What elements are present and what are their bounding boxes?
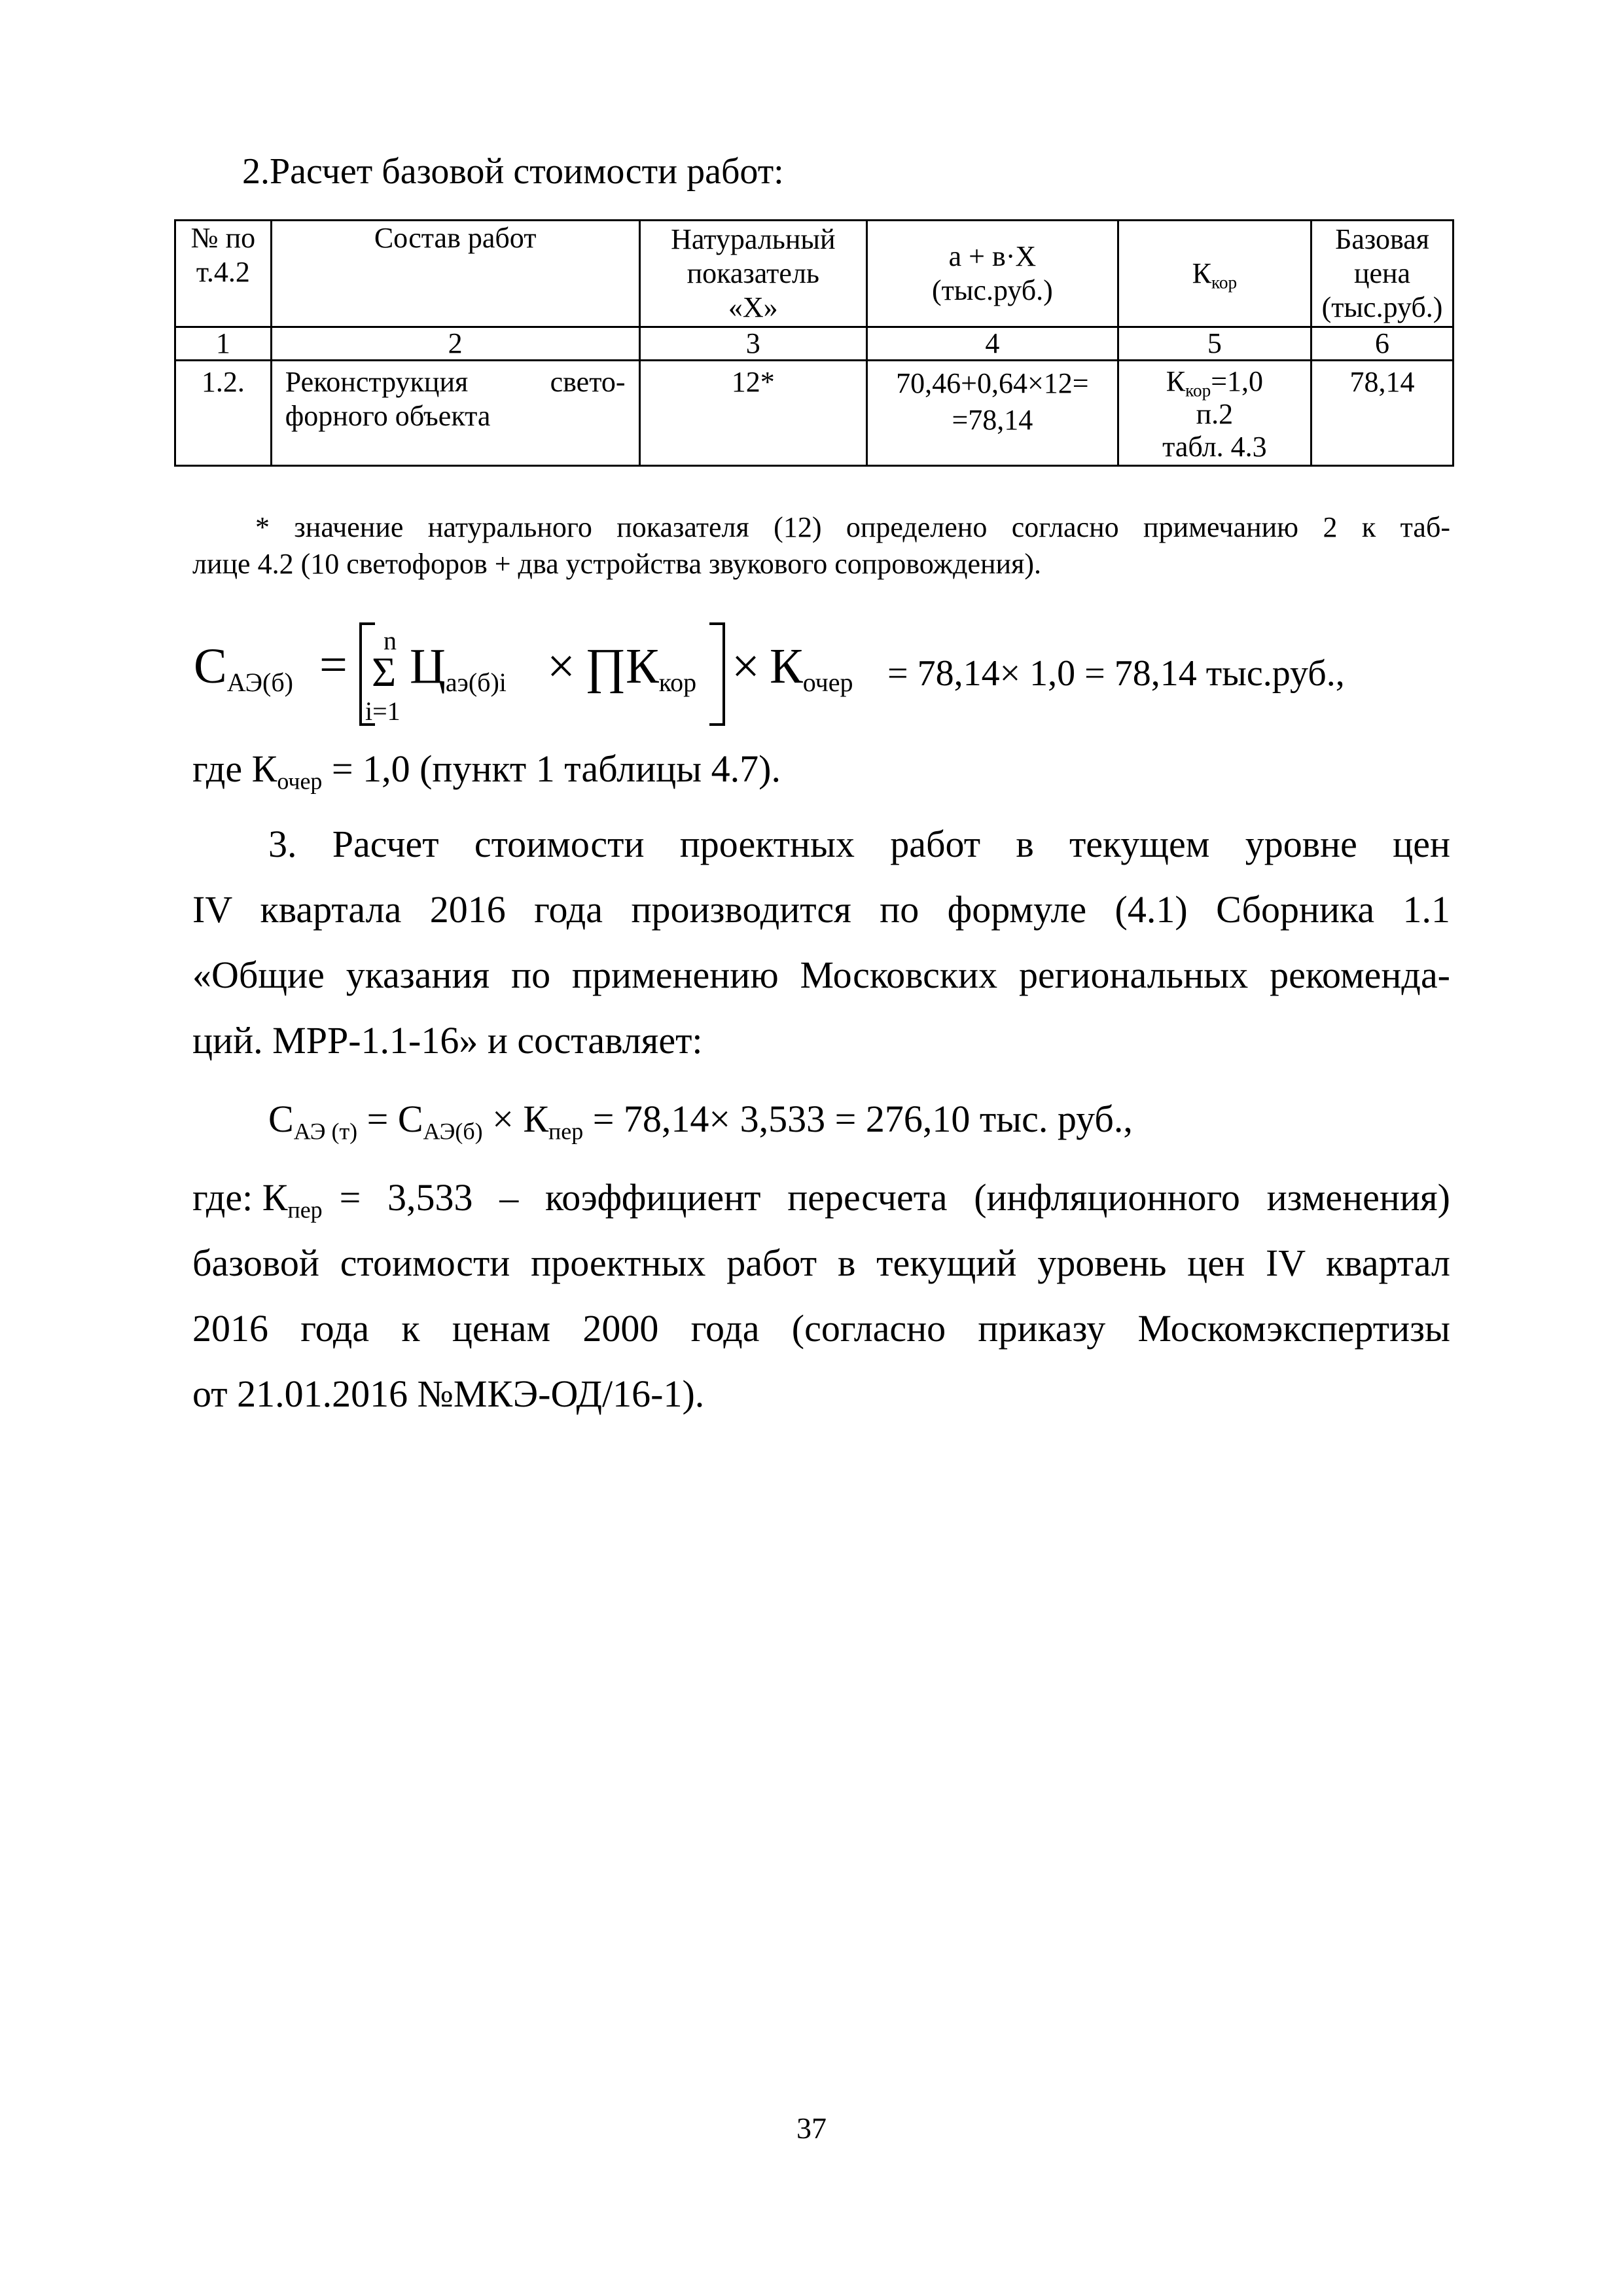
para3-line-1: 3. Расчет стоимости проектных работ в текущем уровне цен	[268, 823, 1450, 865]
para3-line-4: ций. МРР-1.1-16» и составляет:	[192, 1019, 703, 1062]
column-number: 3	[639, 327, 867, 361]
row-item-number: 1.2.	[175, 361, 272, 466]
where-k-queue: где $К_{очер} = 1,0$ (пункт 1 таблицы 4.7).	[192, 747, 781, 795]
sum-upper-limit: n	[383, 626, 397, 655]
current-cost-formula: $С_{АЭ (т)} = С_{АЭ(б)} \times К_{пер} = 78,14\times 3,533 = 276,10$ тыс. руб.,	[268, 1098, 1133, 1145]
where2-line-2: базовой стоимости проектных работ в текущий уровень цен IV квартал	[192, 1242, 1450, 1284]
right-bracket-icon	[704, 619, 730, 730]
where2-line-3: 2016 года к ценам 2000 года (согласно приказу Москомэкспертизы	[192, 1307, 1450, 1350]
header-base-price: Базовая цена (тыс.руб.)	[1311, 221, 1454, 327]
header-k-correction: $К_{кор}$	[1118, 221, 1311, 327]
row-natural-value: 12*	[639, 361, 867, 466]
row-work-description: Реконструкция свето- форного объекта	[271, 361, 639, 466]
footnote-line-2: лице 4.2 (10 светофоров + два устройства звукового сопровождения).	[192, 548, 1041, 580]
product-icon: ∏	[585, 639, 626, 694]
column-numbers-row	[175, 327, 1454, 361]
column-number: 1	[175, 327, 272, 361]
header-formula: а + в·X (тыс.руб.)	[867, 221, 1118, 327]
column-number: 5	[1118, 327, 1311, 361]
row-k-correction: $К_{кор}=1,0$ п.2 табл. 4.3	[1118, 361, 1311, 466]
where2-line-4: от 21.01.2016 №МКЭ-ОД/16-1).	[192, 1372, 705, 1415]
header-work-composition: Состав работ	[271, 221, 639, 327]
table-row	[175, 361, 1454, 466]
row-base-price: 78,14	[1311, 361, 1454, 466]
section-heading: 2.Расчет базовой стоимости работ:	[242, 151, 784, 192]
sigma-icon: Σ	[372, 649, 397, 695]
where2-line-1: где: $К_{пер}$ = 3,533 – коэффициент пересчета (инфляционного изменения)	[192, 1176, 1450, 1223]
base-cost-table	[174, 219, 1454, 467]
formula-k-correction: $К_{кор}$	[626, 639, 697, 697]
column-number: 2	[271, 327, 639, 361]
column-number: 4	[867, 327, 1118, 361]
header-item-number: № по т.4.2	[175, 221, 272, 327]
row-calculation: 70,46+0,64×12= =78,14	[867, 361, 1118, 466]
formula-result: = 78,14× 1,0 = 78,14 тыс.руб.,	[887, 653, 1345, 694]
formula-price-term: $Ц_{аэ(б)i}$	[410, 639, 507, 697]
formula-k-queue: $К_{очер}$	[770, 639, 853, 697]
formula-times-2: ×	[732, 639, 760, 694]
footnote-line-1: * значение натурального показателя (12) определено согласно примечанию 2 к таб-	[255, 511, 1450, 543]
formula-c-symbol: $С_{АЭ(б)}$	[194, 639, 293, 697]
column-number: 6	[1311, 327, 1454, 361]
sum-lower-limit: i=1	[365, 696, 401, 726]
formula-times: ×	[547, 639, 575, 694]
page-number: 37	[796, 2111, 827, 2145]
para3-line-2: IV квартала 2016 года производится по формуле (4.1) Сборника 1.1	[192, 888, 1450, 931]
formula-equals: =	[319, 637, 348, 692]
table-header-row	[175, 221, 1454, 327]
para3-line-3: «Общие указания по применению Московских региональных рекоменда-	[192, 954, 1450, 996]
base-cost-formula	[194, 619, 1450, 730]
header-natural-indicator: Натуральный показатель «X»	[639, 221, 867, 327]
